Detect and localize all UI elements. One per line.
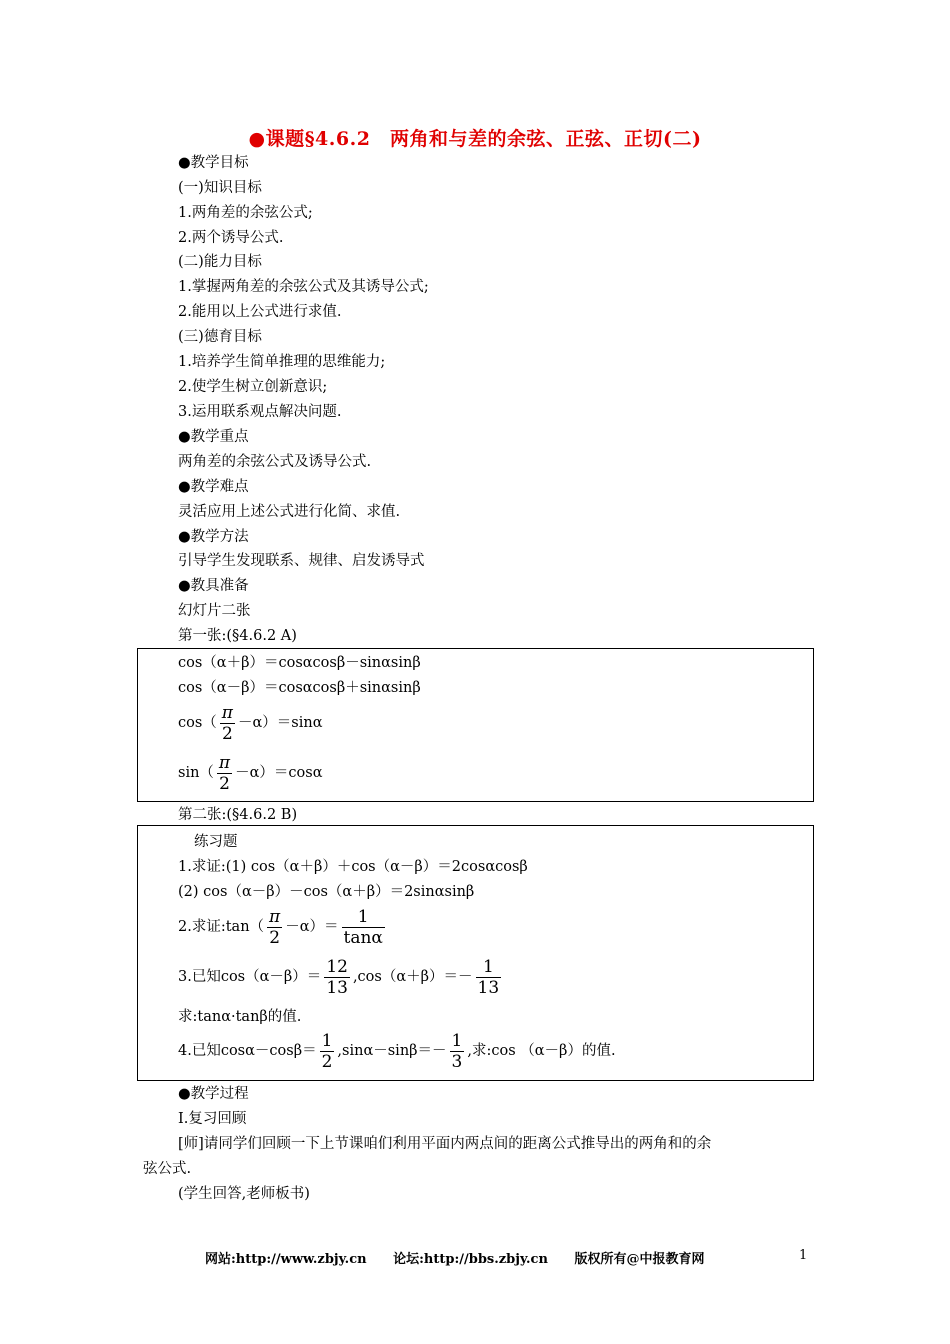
one-over-tan-fraction	[342, 907, 385, 948]
knowledge-goal-2: 2.两个诱导公式.	[178, 230, 284, 246]
method-text: 引导学生发现联系、规律、启发诱导式	[178, 553, 425, 569]
teacher-text-line-1: [师]请同学们回顾一下上节课咱们利用平面内两点间的距离公式推导出的两角和的余	[178, 1136, 712, 1152]
fraction-denominator: 2	[221, 723, 233, 744]
difficulty-text: 灵活应用上述公式进行化简、求值.	[178, 504, 401, 520]
problem-text: 3.已知cos（α－β）＝	[178, 969, 322, 985]
fraction-denominator: 13	[477, 977, 500, 998]
footer-website: 网站:http://www.zbjy.cn	[205, 1252, 367, 1267]
exercise-heading: 练习题	[194, 834, 238, 850]
pi-over-2-fraction	[267, 907, 282, 948]
slide1-formula-3	[178, 702, 323, 744]
one-thirteenth-fraction	[476, 957, 502, 998]
formula-text: cos（	[178, 715, 217, 731]
problem-text: 4.已知cosα－cosβ＝	[178, 1043, 317, 1059]
fraction-numerator: 12	[326, 956, 348, 977]
problem-4	[178, 1030, 616, 1072]
goals-heading: ●教学目标	[178, 155, 249, 171]
fraction-numerator: 1	[482, 956, 494, 977]
footer-forum: 论坛:http://bbs.zbjy.cn	[393, 1252, 548, 1267]
footer-copyright: 版权所有@中报教育网	[574, 1252, 705, 1267]
moral-goal-1: 1.培养学生简单推理的思维能力;	[178, 354, 386, 370]
fraction-numerator: 1	[321, 1030, 333, 1051]
slide1-label: 第一张:(§4.6.2 A)	[178, 628, 297, 644]
fraction-denominator: 3	[451, 1051, 463, 1072]
pi-over-2-fraction	[217, 753, 232, 794]
formula-text: －α）＝sinα	[237, 715, 323, 731]
formula-text: －α）＝cosα	[235, 765, 323, 781]
key-points-heading: ●教学重点	[178, 429, 249, 445]
slide2-label: 第二张:(§4.6.2 B)	[178, 807, 298, 823]
fraction-numerator: π	[269, 906, 281, 927]
fraction-denominator: 2	[269, 927, 281, 948]
tools-heading: ●教具准备	[178, 578, 249, 594]
one-third-fraction	[450, 1031, 465, 1072]
problem-3-question: 求:tanα·tanβ的值.	[178, 1009, 302, 1025]
fraction-denominator: 2	[321, 1051, 333, 1072]
moral-goals-heading: (三)德育目标	[178, 329, 262, 345]
problem-text: ,cos（α＋β）＝－	[352, 969, 473, 985]
fraction-numerator: π	[221, 702, 233, 723]
slide1-formula-1: cos（α＋β）＝cosαcosβ－sinαsinβ	[178, 655, 421, 671]
lesson-title: ●课题§4.6.2 两角和与差的余弦、正弦、正切(二)	[248, 128, 702, 150]
pi-over-2-fraction	[220, 703, 235, 744]
fraction-denominator: 2	[219, 773, 230, 794]
one-half-fraction	[320, 1031, 335, 1072]
ability-goal-2: 2.能用以上公式进行求值.	[178, 304, 342, 320]
fraction-denominator: tanα	[343, 927, 383, 948]
moral-goal-2: 2.使学生树立创新意识;	[178, 379, 328, 395]
key-points-text: 两角差的余弦公式及诱导公式.	[178, 454, 372, 470]
knowledge-goal-1: 1.两角差的余弦公式;	[178, 205, 313, 221]
problem-1a: 1.求证:(1) cos（α＋β）＋cos（α－β）＝2cosαcosβ	[178, 859, 528, 875]
fraction-numerator: 1	[357, 906, 369, 927]
problem-2	[178, 906, 388, 948]
teacher-text-line-2: 弦公式.	[143, 1161, 192, 1177]
twelve-thirteenths-fraction	[324, 957, 350, 998]
problem-text: ,求:cos （α－β）的值.	[467, 1043, 616, 1059]
tools-text: 幻灯片二张	[178, 603, 251, 619]
problem-text: ,sinα－sinβ＝－	[337, 1043, 447, 1059]
moral-goal-3: 3.运用联系观点解决问题.	[178, 404, 342, 420]
problem-text: －α）＝	[285, 919, 339, 935]
formula-text: sin（	[178, 765, 214, 781]
ability-goals-heading: (二)能力目标	[178, 254, 262, 270]
process-heading: ●教学过程	[178, 1086, 249, 1102]
problem-text: 2.求证:tan（	[178, 919, 265, 935]
review-heading: Ⅰ.复习回顾	[178, 1111, 247, 1127]
fraction-numerator: π	[218, 752, 231, 773]
difficulty-heading: ●教学难点	[178, 479, 249, 495]
fraction-numerator: 1	[451, 1030, 463, 1051]
method-heading: ●教学方法	[178, 529, 249, 545]
fraction-denominator: 13	[326, 977, 348, 998]
problem-1b: (2) cos（α－β）－cos（α＋β）＝2sinαsinβ	[178, 884, 475, 900]
knowledge-goals-heading: (一)知识目标	[178, 180, 262, 196]
page-footer	[205, 1248, 726, 1267]
slide1-formula-4	[178, 752, 322, 794]
page-number: 1	[799, 1248, 808, 1263]
problem-3	[178, 956, 504, 998]
slide1-formula-2: cos（α－β）＝cosαcosβ＋sinαsinβ	[178, 680, 421, 696]
student-note: (学生回答,老师板书)	[178, 1186, 310, 1202]
ability-goal-1: 1.掌握两角差的余弦公式及其诱导公式;	[178, 279, 429, 295]
